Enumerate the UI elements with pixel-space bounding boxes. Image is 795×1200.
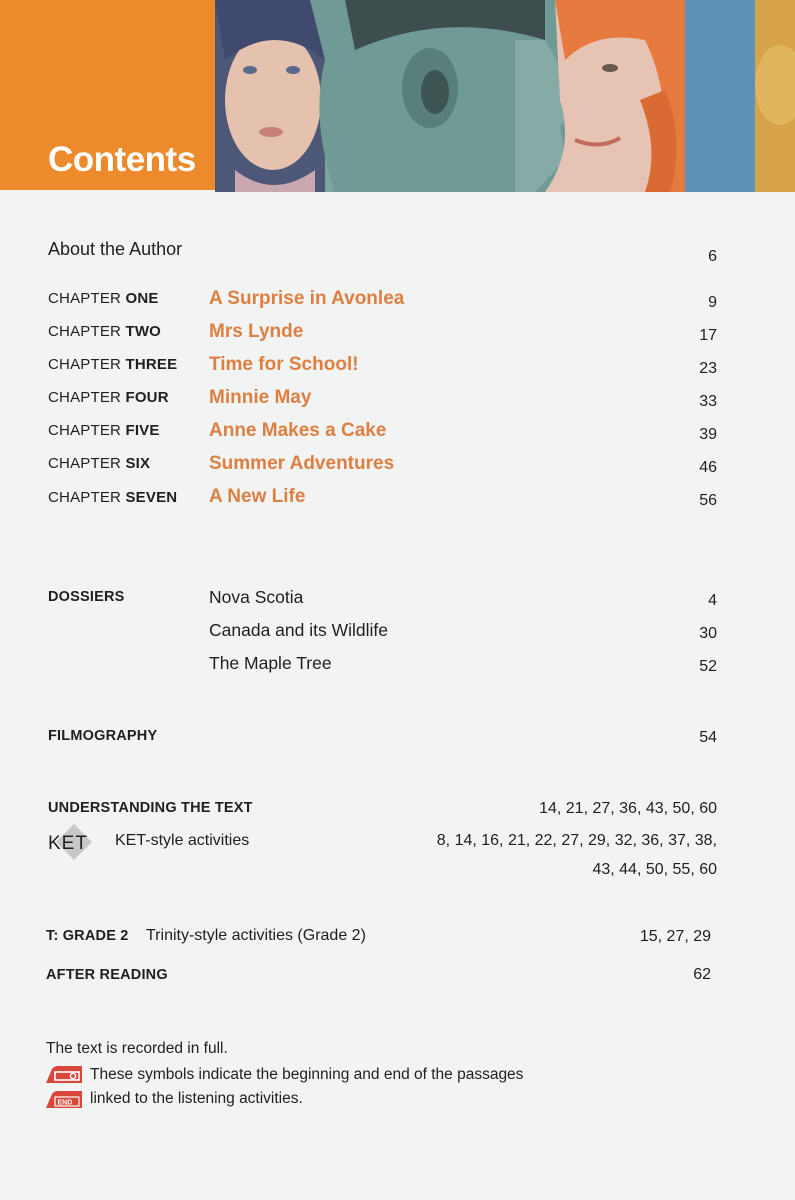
chapter-page-number: 9 xyxy=(708,294,717,311)
header-banner xyxy=(0,0,795,192)
chapter-title: Minnie May xyxy=(209,387,312,408)
understanding-pages: 14, 21, 27, 36, 43, 50, 60 xyxy=(539,800,717,817)
chapter-title: Mrs Lynde xyxy=(209,321,304,342)
audio-end-icon xyxy=(46,1091,82,1108)
chapter-page-number: 46 xyxy=(699,459,717,476)
dossiers-label: DOSSIERS xyxy=(48,589,125,605)
dossier-page-number: 30 xyxy=(699,625,717,642)
cover-illustration xyxy=(215,0,795,192)
chapter-title: Anne Makes a Cake xyxy=(209,420,387,441)
trinity-pages: 15, 27, 29 xyxy=(639,928,711,945)
chapter-title: Summer Adventures xyxy=(209,453,395,474)
chapter-label: CHAPTER THREE xyxy=(48,356,178,373)
recorded-note: The text is recorded in full. xyxy=(46,1040,228,1057)
filmography-page-number: 54 xyxy=(699,729,717,746)
ket-label: KET-style activities xyxy=(115,832,250,849)
chapter-label: CHAPTER ONE xyxy=(48,290,159,307)
filmography-label: FILMOGRAPHY xyxy=(48,728,158,744)
dossier-page-number: 52 xyxy=(699,658,717,675)
chapter-label: CHAPTER SEVEN xyxy=(48,489,178,506)
dossier-title: The Maple Tree xyxy=(209,653,332,673)
chapter-page-number: 17 xyxy=(699,327,717,344)
after-reading-page-number: 62 xyxy=(693,966,711,983)
about-the-author-label: About the Author xyxy=(48,239,183,259)
trinity-label: T: GRADE 2 xyxy=(46,928,129,944)
about-page-number: 6 xyxy=(708,248,717,265)
dossier-page-number: 4 xyxy=(708,592,717,609)
chapter-title: A New Life xyxy=(209,486,306,507)
symbols-note-line1: These symbols indicate the beginning and end of the passages xyxy=(90,1066,524,1083)
understanding-label: UNDERSTANDING THE TEXT xyxy=(48,800,253,816)
ket-pages-line1: 8, 14, 16, 21, 22, 27, 29, 32, 36, 37, 38, xyxy=(436,832,717,849)
chapter-label: CHAPTER FIVE xyxy=(48,422,160,439)
chapter-page-number: 56 xyxy=(699,492,717,509)
svg-text:END: END xyxy=(57,1099,73,1107)
ket-pages-line2: 43, 44, 50, 55, 60 xyxy=(592,861,717,878)
chapter-title: A Surprise in Avonlea xyxy=(209,288,405,309)
symbols-note-line2: linked to the listening activities. xyxy=(90,1090,303,1107)
chapter-page-number: 39 xyxy=(699,426,717,443)
dossier-title: Nova Scotia xyxy=(209,587,304,607)
trinity-description: Trinity-style activities (Grade 2) xyxy=(146,927,366,944)
chapter-title: Time for School! xyxy=(209,354,359,375)
chapter-page-number: 23 xyxy=(699,360,717,377)
chapter-label: CHAPTER TWO xyxy=(48,323,162,340)
ket-logo xyxy=(48,824,104,860)
audio-start-icon xyxy=(46,1066,82,1083)
after-reading-label: AFTER READING xyxy=(46,967,168,983)
chapter-page-number: 33 xyxy=(699,393,717,410)
chapter-label: CHAPTER SIX xyxy=(48,455,151,472)
page-title: Contents xyxy=(48,140,196,179)
chapter-label: CHAPTER FOUR xyxy=(48,389,169,406)
dossier-title: Canada and its Wildlife xyxy=(209,620,388,640)
svg-text:KET: KET xyxy=(48,833,88,854)
